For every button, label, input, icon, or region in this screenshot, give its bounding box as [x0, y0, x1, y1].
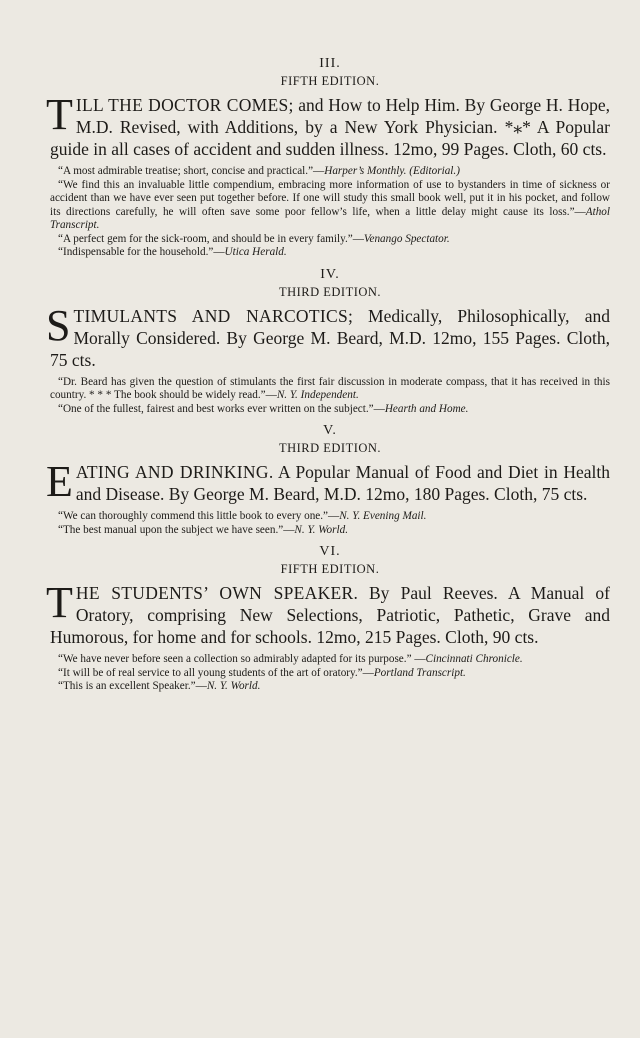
book-title: ILL THE DOCTOR COMES: [75, 95, 289, 115]
review-quote: [50, 510, 610, 524]
edition-label: FIFTH EDITION.: [280, 562, 380, 576]
book-details: . By Paul Reeves. A Manual of Oratory, comprising New Selections, Patriotic, Pathetic, Grave and Humorous, for home and for schools. 12mo, 215 Pages. Cloth, 90 cts.: [50, 583, 610, 647]
review-quote: [50, 376, 610, 403]
book-details: ; Medically, Philosophically, and Morally Considered. By George M. Beard, M.D. 12mo, 155 Pages. Cloth, 75 cts.: [50, 305, 610, 370]
book-details: ; and How to Help Him. By George H. Hope, M.D. Revised, with Additions, by a New York Physician. *⁎* A Popular guide in all cases of accident and sudden illness. 12mo, 99 Pages. Cloth, 60 cts.: [50, 95, 610, 159]
quote-text: “We can thoroughly commend this little book to every one.”—: [58, 510, 340, 522]
quote-text: “Indispensable for the household.”—: [58, 246, 225, 258]
drop-cap: T: [46, 90, 73, 139]
quote-source: Cincinnati Chronicle.: [425, 653, 523, 665]
edition-label: THIRD EDITION.: [278, 441, 382, 455]
review-quote: [50, 179, 610, 233]
entry-number: IV.: [320, 266, 340, 282]
quote-source: N. Y. Evening Mail.: [339, 510, 427, 522]
quote-source: Utica Herald.: [224, 246, 287, 258]
quote-text: “Dr. Beard has given the question of stimulants the first fair discussion in moderate compass, that it has received in this country. * * * The book should be widely read.”—: [50, 375, 610, 401]
quote-text: “The best manual upon the subject we have seen.”—: [58, 523, 295, 536]
quote-text: “We find this an invaluable little compendium, embracing more information of use to bystanders in time of sickness or accident than we have ever seen put together before. If one will study this small book well, put it in his pocket, and follow its directions carefully, he will often save some poor fellow’s life, when a little delay might cause its loss.”—: [50, 178, 610, 218]
review-quote: [50, 165, 610, 179]
review-quote: [50, 667, 610, 681]
quote-source: Venango Spectator.: [363, 232, 450, 245]
quote-text: “We have never before seen a collection so admirably adapted for its purpose.” —: [58, 653, 426, 665]
quote-text: “A most admirable treatise; short, concise and practical.”—: [58, 165, 325, 177]
book-details: . A Popular Manual of Food and Diet in Health and Disease. By George M. Beard, M.D. 12mo, 180 Pages. Cloth, 75 cts.: [75, 462, 610, 504]
quote-source: Hearth and Home.: [384, 402, 469, 415]
quote-text: “A perfect gem for the sick-room, and should be in every family.”—: [58, 232, 364, 245]
quote-text: “One of the fullest, fairest and best works ever written on the subject.”—: [58, 402, 385, 415]
book-title: TIMULANTS AND NARCOTICS: [73, 305, 348, 326]
quote-text: “This is an excellent Speaker.”—: [58, 680, 207, 692]
book-entry-5: [46, 422, 610, 537]
review-quote: [50, 233, 610, 247]
book-entry-6: [46, 543, 610, 694]
book-entry-3: [46, 55, 610, 260]
review-quote: [50, 246, 610, 260]
drop-cap: S: [46, 300, 71, 350]
quote-source: Athol Transcript.: [50, 205, 610, 231]
entry-number: VI.: [319, 544, 341, 559]
quote-source: Harper’s Monthly. (Editorial.): [324, 165, 460, 177]
book-title: ATING AND DRINKING: [75, 462, 269, 482]
quote-source: Portland Transcript.: [373, 666, 466, 679]
review-quote: [50, 653, 610, 667]
entry-number: III.: [319, 56, 341, 71]
review-quote: [50, 524, 610, 538]
drop-cap: T: [46, 578, 73, 627]
edition-label: THIRD EDITION.: [278, 284, 382, 299]
book-description: [46, 457, 610, 506]
book-entry-4: [46, 266, 610, 417]
book-description: [46, 578, 610, 648]
quote-text: “It will be of real service to all young students of the art of oratory.”—: [58, 666, 374, 679]
advertisement-page: [46, 55, 610, 694]
book-description: [46, 300, 610, 371]
entry-number: V.: [323, 423, 337, 438]
review-quote: [50, 403, 610, 417]
drop-cap: E: [46, 457, 73, 506]
book-title: HE STUDENTS’ OWN SPEAKER: [75, 583, 354, 603]
book-description: [46, 90, 610, 160]
quote-source: N. Y. World.: [294, 523, 349, 536]
quote-source: N. Y. Independent.: [276, 389, 359, 401]
quote-source: N. Y. World.: [206, 680, 261, 692]
review-quote: [50, 680, 610, 694]
edition-label: FIFTH EDITION.: [280, 74, 380, 88]
